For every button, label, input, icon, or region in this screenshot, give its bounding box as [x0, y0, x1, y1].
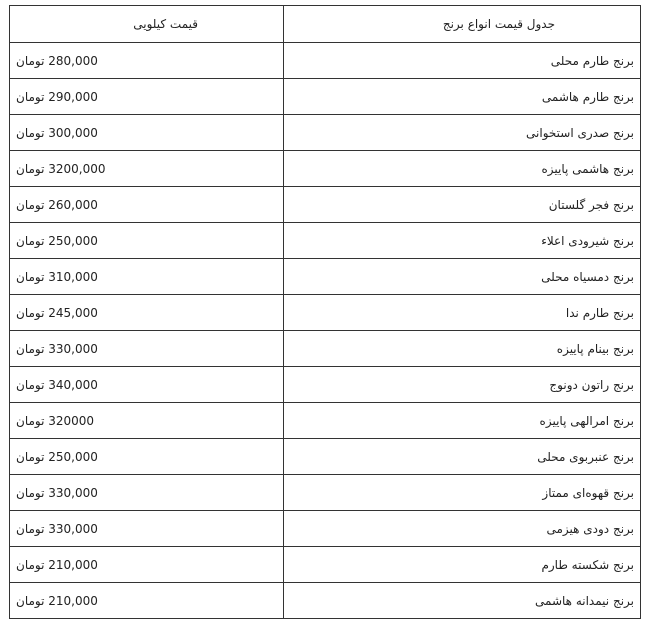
table-row — [10, 583, 641, 619]
rice-name-cell: برنج عنبربوی محلی — [284, 439, 641, 475]
header-price: قیمت کیلویی — [10, 6, 284, 43]
table-row — [10, 43, 641, 79]
rice-price-cell: 260,000 تومان — [10, 187, 284, 223]
rice-name-cell: برنج امرالهی پاییزه — [284, 403, 641, 439]
table-row — [10, 259, 641, 295]
rice-name-cell: برنج شیرودی اعلاء — [284, 223, 641, 259]
table-row — [10, 475, 641, 511]
rice-name-cell: برنج طارم هاشمی — [284, 79, 641, 115]
table-row — [10, 115, 641, 151]
rice-name-cell: برنج قهوه‌ای ممتاز — [284, 475, 641, 511]
table-row — [10, 511, 641, 547]
rice-name-cell: برنج راتون دونوج — [284, 367, 641, 403]
rice-name-cell: برنج فجر گلستان — [284, 187, 641, 223]
rice-price-cell: 330,000 تومان — [10, 511, 284, 547]
rice-price-cell: 280,000 تومان — [10, 43, 284, 79]
table-row — [10, 79, 641, 115]
rice-price-cell: 300,000 تومان — [10, 115, 284, 151]
header-name: جدول قیمت انواع برنج — [284, 6, 641, 43]
table-row — [10, 151, 641, 187]
rice-price-cell: 290,000 تومان — [10, 79, 284, 115]
rice-name-cell: برنج نیمدانه هاشمی — [284, 583, 641, 619]
table-row — [10, 295, 641, 331]
rice-price-cell: 245,000 تومان — [10, 295, 284, 331]
rice-name-cell: برنج شکسته طارم — [284, 547, 641, 583]
table-row — [10, 547, 641, 583]
rice-price-cell: 250,000 تومان — [10, 223, 284, 259]
rice-price-cell: 210,000 تومان — [10, 547, 284, 583]
table-row — [10, 439, 641, 475]
table-header-row — [10, 6, 641, 43]
table-row — [10, 187, 641, 223]
rice-name-cell: برنج صدری استخوانی — [284, 115, 641, 151]
rice-name-cell: برنج بینام پاییزه — [284, 331, 641, 367]
rice-price-table — [9, 5, 641, 619]
rice-price-cell: 340,000 تومان — [10, 367, 284, 403]
table-row — [10, 331, 641, 367]
table-row — [10, 367, 641, 403]
rice-name-cell: برنج طارم ندا — [284, 295, 641, 331]
rice-name-cell: برنج طارم محلی — [284, 43, 641, 79]
table-row — [10, 223, 641, 259]
rice-price-cell: 3200,000 تومان — [10, 151, 284, 187]
rice-price-cell: 250,000 تومان — [10, 439, 284, 475]
rice-price-cell: 330,000 تومان — [10, 475, 284, 511]
rice-price-cell: 320000 تومان — [10, 403, 284, 439]
rice-name-cell: برنج دمسیاه محلی — [284, 259, 641, 295]
table-row — [10, 403, 641, 439]
table-body — [10, 43, 641, 619]
rice-name-cell: برنج دودی هیزمی — [284, 511, 641, 547]
rice-price-cell: 310,000 تومان — [10, 259, 284, 295]
rice-price-cell: 210,000 تومان — [10, 583, 284, 619]
rice-price-cell: 330,000 تومان — [10, 331, 284, 367]
rice-name-cell: برنج هاشمی پاییزه — [284, 151, 641, 187]
price-table-container — [9, 5, 640, 619]
